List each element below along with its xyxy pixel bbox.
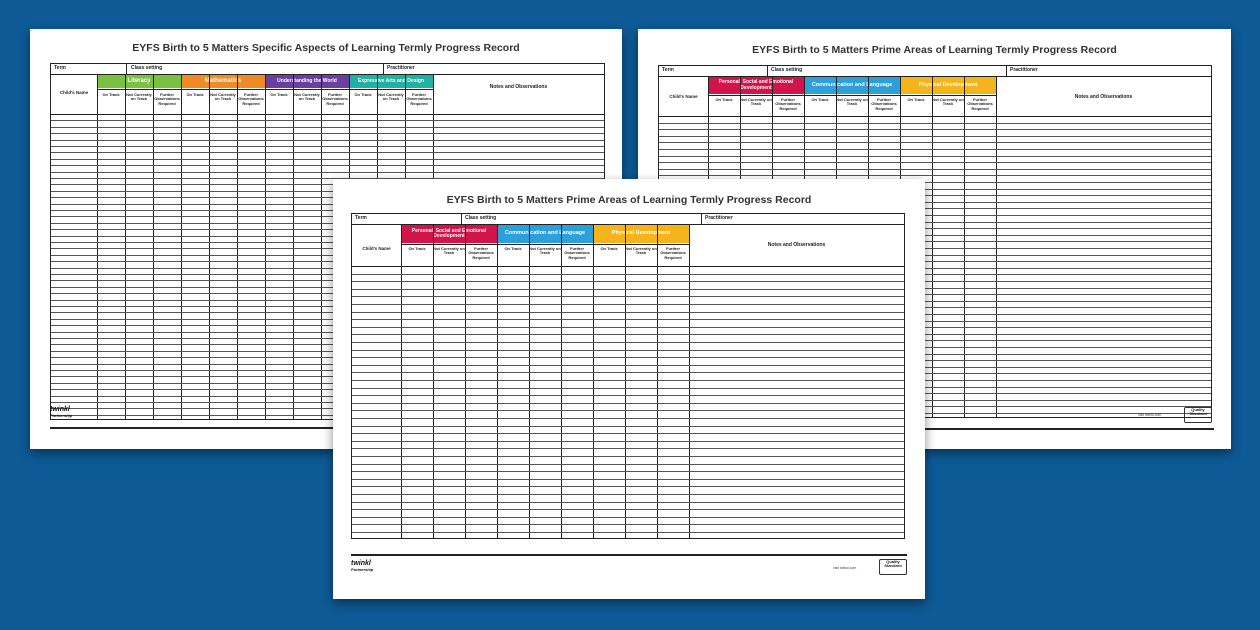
table-row-line (659, 123, 1211, 124)
table-row-line (659, 169, 1211, 170)
column-divider (321, 74, 322, 419)
section-communication: Communication and Language (497, 225, 593, 243)
table-row-line (659, 162, 1211, 163)
table-row-line (51, 152, 604, 153)
section-understanding-world: Understanding the World (265, 75, 349, 88)
table-row-line (352, 312, 904, 313)
column-subheader: On Track (186, 93, 204, 97)
table-row-line (352, 388, 904, 389)
table-row-line (352, 509, 904, 510)
column-subheader: Further Observations Required (967, 98, 993, 111)
prime-areas-sheet-front (333, 179, 925, 599)
child-name-header: Child's Name (669, 94, 698, 99)
twinkl-logo (351, 561, 373, 571)
column-subheader: Further Observations Required (660, 247, 686, 260)
column-subheader: Not Currently on Track (210, 93, 236, 102)
practitioner-label: Practitioner (387, 65, 415, 71)
logo-word: twinkl (50, 406, 70, 413)
column-subheader: Not Currently on Track (433, 247, 465, 256)
table-row-line (659, 175, 1211, 176)
column-subheader: On Track (907, 98, 925, 102)
column-divider (433, 224, 434, 538)
column-subheader: Not Currently on Track (932, 98, 964, 107)
term-label: Term (662, 67, 674, 73)
section-mathematics: Mathematics (181, 75, 265, 88)
table-row-line (352, 517, 904, 518)
table-row-line (659, 156, 1211, 157)
column-subheader: On Track (600, 247, 618, 251)
table-row-line (352, 327, 904, 328)
column-subheader: On Track (354, 93, 372, 97)
quality-standard-badge: Quality Standard (1184, 407, 1212, 423)
column-subheader: Not Currently on Track (836, 98, 868, 107)
column-divider (465, 224, 466, 538)
table-row-line (352, 456, 904, 457)
column-divider (237, 74, 238, 419)
table-row-line (352, 334, 904, 335)
column-divider (689, 224, 690, 538)
column-subheader: Further Observations Required (468, 247, 494, 260)
child-name-header: Child's Name (362, 246, 391, 251)
table-row-line (352, 365, 904, 366)
column-divider (529, 224, 530, 538)
table-row-line (352, 502, 904, 503)
column-subheader: Further Observations Required (154, 93, 180, 106)
column-subheader: On Track (102, 93, 120, 97)
section-communication: Communication and Language (804, 77, 900, 94)
column-subheader: On Track (270, 93, 288, 97)
table-row-line (659, 149, 1211, 150)
table-row-line (51, 133, 604, 134)
table-row-line (352, 403, 904, 404)
section-literacy: Literacy (97, 75, 181, 88)
term-label: Term (355, 215, 367, 221)
logo-sub: Partnership (50, 412, 73, 418)
table-row-line (352, 524, 904, 525)
column-subheader: Not Currently on Track (126, 93, 152, 102)
table-row-line (352, 395, 904, 396)
column-subheader: On Track (715, 98, 733, 102)
table-row-line (352, 441, 904, 442)
column-subheader: Not Currently on Track (529, 247, 561, 256)
table-row-line (51, 127, 604, 128)
column-subheader: Further Observations Required (238, 93, 264, 106)
table-row-line (51, 146, 604, 147)
table-row-line (51, 172, 604, 173)
column-divider (625, 224, 626, 538)
table-row-line (352, 464, 904, 465)
class-setting-label: Class setting (771, 67, 803, 73)
table-row-line (352, 281, 904, 282)
table-row-line (352, 433, 904, 434)
table-row-line (352, 350, 904, 351)
sheet-title: EYFS Birth to 5 Matters Specific Aspects of Learning Termly Progress Record (132, 42, 520, 54)
table-row-line (352, 304, 904, 305)
column-subheader: Not Currently on Track (625, 247, 657, 256)
section-psed: Personal, Social and Emotional Development (401, 225, 497, 243)
column-divider (153, 74, 154, 419)
band-divider (97, 89, 433, 90)
section-psed: Personal, Social and Emotional Development (708, 77, 804, 94)
column-divider (561, 224, 562, 538)
table-row-line (352, 342, 904, 343)
progress-table (351, 213, 905, 539)
table-row-line (659, 136, 1211, 137)
table-row-line (352, 410, 904, 411)
column-divider (657, 224, 658, 538)
table-row-line (51, 159, 604, 160)
column-subheader: On Track (504, 247, 522, 251)
column-subheader: Not Currently on Track (378, 93, 404, 102)
twinkl-logo (50, 407, 72, 417)
sheet-title: EYFS Birth to 5 Matters Prime Areas of Learning Termly Progress Record (752, 44, 1117, 56)
table-row-line (352, 357, 904, 358)
footer-url: visit twinkl.com (833, 566, 857, 570)
notes-header: Notes and Observations (489, 84, 548, 90)
table-row-line (352, 380, 904, 381)
child-name-header: Child's Name (59, 90, 89, 95)
practitioner-label: Practitioner (1010, 67, 1038, 73)
column-subheader: Further Observations Required (871, 98, 897, 111)
table-row-line (352, 426, 904, 427)
footer-url: visit twinkl.com (1138, 413, 1162, 417)
table-row-line (352, 448, 904, 449)
section-expressive-arts: Expressive Arts and Design (349, 75, 433, 88)
sheet-title: EYFS Birth to 5 Matters Prime Areas of Learning Termly Progress Record (446, 194, 812, 206)
table-row-line (352, 532, 904, 533)
notes-header: Notes and Observations (1074, 94, 1133, 100)
column-divider (293, 74, 294, 419)
quality-standard-badge: Quality Standard (879, 559, 907, 575)
column-divider (125, 74, 126, 419)
table-row-line (352, 372, 904, 373)
column-divider (209, 74, 210, 419)
table-row-line (352, 418, 904, 419)
column-divider (97, 74, 98, 419)
column-divider (401, 224, 402, 538)
column-subheader: Further Observations Required (775, 98, 801, 111)
table-row-line (352, 486, 904, 487)
column-subheader: On Track (408, 247, 426, 251)
band-divider (708, 95, 996, 96)
class-setting-label: Class setting (465, 215, 497, 221)
column-subheader: On Track (811, 98, 829, 102)
table-row-line (352, 289, 904, 290)
section-physical: Physical Development (900, 77, 996, 94)
table-row-line (51, 120, 604, 121)
table-row-line (352, 471, 904, 472)
table-row-line (51, 165, 604, 166)
band-divider (401, 244, 689, 245)
table-row-line (352, 319, 904, 320)
term-label: Term (54, 65, 66, 71)
table-row-line (352, 296, 904, 297)
column-divider (181, 74, 182, 419)
column-subheader: Further Observations Required (406, 93, 432, 106)
column-divider (265, 74, 266, 419)
section-physical: Physical Development (593, 225, 689, 243)
logo-word: twinkl (351, 560, 371, 567)
column-subheader: Further Observations Required (322, 93, 348, 106)
column-subheader: Further Observations Required (564, 247, 590, 260)
notes-header: Notes and Observations (767, 242, 826, 248)
table-row-line (51, 140, 604, 141)
practitioner-label: Practitioner (705, 215, 733, 221)
column-subheader: Not Currently on Track (740, 98, 772, 107)
table-row-line (352, 274, 904, 275)
column-subheader: Not Currently on Track (294, 93, 320, 102)
class-setting-label: Class setting (131, 65, 163, 71)
table-row-line (659, 129, 1211, 130)
table-row-line (352, 494, 904, 495)
table-row-line (352, 479, 904, 480)
logo-sub: Partnership (351, 566, 374, 572)
table-row-line (659, 142, 1211, 143)
column-divider (593, 224, 594, 538)
column-divider (497, 224, 498, 538)
